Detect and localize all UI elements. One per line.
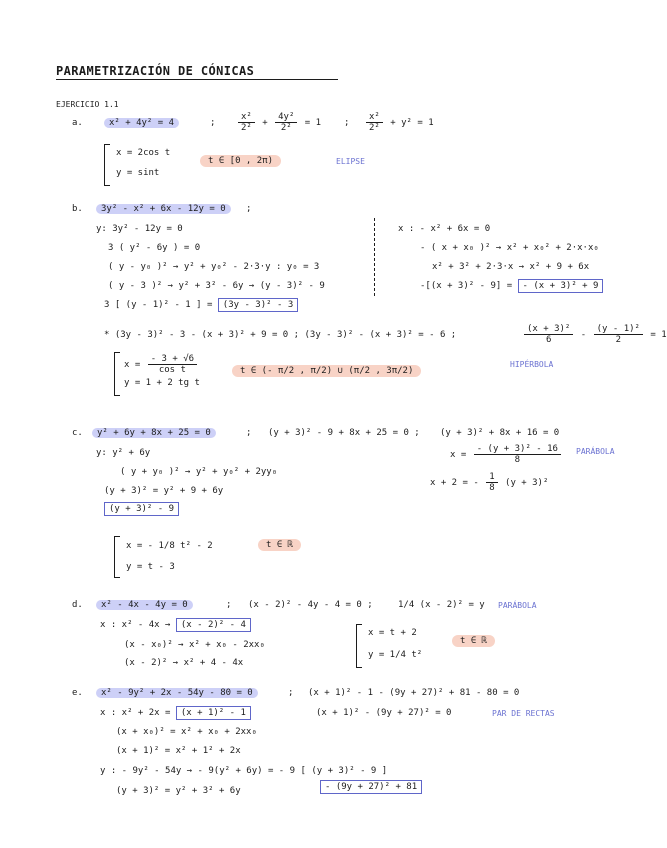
item-e-x-line3: (x + 1)² = x² + 1² + 2x	[116, 746, 241, 756]
item-b-letter: b.	[72, 204, 83, 214]
item-e-y-line1: y : - 9y² - 54y → - 9(y² + 6y) = - 9 [ (y + 3)² - 9 ]	[100, 766, 388, 776]
item-b-y-line3: ( y - y₀ )² → y² + y₀² - 2·3·y : y₀ = 3	[108, 262, 320, 272]
item-c-letter: c.	[72, 428, 83, 438]
item-d-type-label: PARÁBOLA	[498, 601, 537, 610]
item-a-letter: a.	[72, 118, 83, 128]
item-b-y-line1: y: 3y² - 12y = 0	[96, 224, 183, 234]
item-d-domain: t ∈ ℝ	[452, 636, 495, 647]
item-b-domain: t ∈ (- π/2 , π/2) ∪ (π/2 , 3π/2)	[232, 366, 421, 377]
item-a-type-label: ELIPSE	[336, 157, 365, 166]
item-c-param-y: y = t - 3	[126, 562, 175, 572]
item-e-y-result: - (9y + 27)² + 81	[320, 782, 422, 793]
item-d-x-line1: x : x² - 4x → (x - 2)² - 4	[100, 620, 251, 631]
item-c-equation: y² + 6y + 8x + 25 = 0	[92, 428, 216, 439]
item-c-system-bracket	[114, 536, 120, 578]
item-d-param-x: x = t + 2	[368, 628, 417, 638]
item-e-equation: x² - 9y² + 2x - 54y - 80 = 0	[96, 688, 258, 699]
item-e-y-line2: (y + 3)² = y² + 3² + 6y	[116, 786, 241, 796]
page-title: PARAMETRIZACIÓN DE CÓNICAS	[56, 64, 338, 80]
item-e-sep: ;	[288, 688, 294, 698]
item-e-letter: e.	[72, 688, 83, 698]
item-a-param-x: x = 2cos t	[116, 148, 171, 158]
item-d-x-line2: (x - x₀)² → x² + x₀ - 2xx₀	[124, 640, 265, 650]
item-b-param-y: y = 1 + 2 tg t	[124, 378, 200, 388]
item-c-completed: (y + 3)² - 9 + 8x + 25 = 0 ;	[268, 428, 420, 438]
item-b-type-label: HIPÉRBOLA	[510, 360, 554, 369]
item-d-letter: d.	[72, 600, 83, 610]
item-c-completed-2: (y + 3)² + 8x + 16 = 0	[440, 428, 560, 438]
item-a-domain: t ∈ [0 , 2π)	[200, 156, 281, 167]
item-c-sep: ;	[246, 428, 252, 438]
item-b-system-bracket	[114, 352, 120, 396]
item-a-system-bracket	[104, 144, 110, 186]
item-a-normal-form: $\frac{\text{x²}}{\text{2²}}$ + $\frac{\text{4y²}}{\text{2²}}$ = 1	[236, 112, 321, 133]
item-d-x-line3: (x - 2)² → x² + 4 - 4x	[124, 658, 244, 668]
item-c-y-line2: ( y + y₀ )² → y² + y₀² + 2yy₀	[120, 467, 278, 477]
item-b-equation: 3y² - x² + 6x - 12y = 0	[96, 204, 231, 215]
exercise-heading: EJERCICIO 1.1	[56, 100, 119, 109]
item-c-solve-x: x = $\frac{\text{- (y + 3)² - 16}}{8}$	[450, 444, 563, 465]
item-a-param-y: y = sint	[116, 168, 160, 178]
item-b-standard-form: $\frac{\text{(x + 3)²}}{6}$ - $\frac{\text{(y - 1)²}}{2}$ = 1	[522, 324, 667, 345]
item-b-combined: * (3y - 3)² - 3 - (x + 3)² + 9 = 0 ; (3y - 3)² - (x + 3)² = - 6 ;	[104, 330, 457, 340]
item-c-domain: t ∈ ℝ	[258, 540, 301, 551]
item-d-solved: 1/4 (x - 2)² = y	[398, 600, 485, 610]
item-c-param-x: x = - 1/8 t² - 2	[126, 541, 213, 551]
item-a-equation: x² + 4y² = 4	[104, 118, 179, 129]
item-b-x-line2: - ( x + x₀ )² → x² + x₀² + 2·x·x₀	[420, 243, 599, 253]
item-b-x-line1: x : - x² + 6x = 0	[398, 224, 491, 234]
item-c-y-line3: (y + 3)² = y² + 9 + 6y	[104, 486, 224, 496]
item-d-completed: (x - 2)² - 4y - 4 = 0 ;	[248, 600, 373, 610]
item-a-sep2: ;	[344, 118, 350, 128]
item-b-x-line4: -[(x + 3)² - 9] = - (x + 3)² + 9	[420, 281, 603, 292]
item-b-y-line5: 3 [ (y - 1)² - 1 ] = (3y - 3)² - 3	[104, 300, 298, 311]
item-c-vertex-form: x + 2 = - $\frac{1}{8}$ (y + 3)²	[430, 472, 549, 493]
item-a-reduced-form: $\frac{\text{x²}}{\text{2²}}$ + y² = 1	[364, 112, 434, 133]
item-e-x-line2: (x + x₀)² = x² + x₀ + 2xx₀	[116, 727, 257, 737]
item-e-type-label: PAR DE RECTAS	[492, 709, 555, 718]
item-c-type-label: PARÁBOLA	[576, 447, 615, 456]
item-b-y-line2: 3 ( y² - 6y ) = 0	[108, 243, 201, 253]
item-b-sep: ;	[246, 204, 252, 214]
item-b-y-line4: ( y - 3 )² → y² + 3² - 6y → (y - 3)² - 9	[108, 281, 325, 291]
item-c-y-line1: y: y² + 6y	[96, 448, 151, 458]
item-e-result: (x + 1)² - (9y + 27)² = 0	[316, 708, 452, 718]
item-b-param-x: x = $\frac{- 3 + √6}{\text{cos t}}$	[124, 354, 199, 375]
item-b-x-line3: x² + 3² + 2·3·x → x² + 9 + 6x	[432, 262, 590, 272]
item-a-sep1: ;	[210, 118, 216, 128]
item-c-y-line4: (y + 3)² - 9	[104, 504, 179, 515]
item-b-divider	[374, 218, 375, 296]
item-e-completed: (x + 1)² - 1 - (9y + 27)² + 81 - 80 = 0	[308, 688, 520, 698]
item-d-system-bracket	[356, 624, 362, 668]
item-d-sep: ;	[226, 600, 232, 610]
item-e-x-line1: x : x² + 2x = (x + 1)² - 1	[100, 708, 251, 719]
item-d-param-y: y = 1/4 t²	[368, 650, 423, 660]
item-d-equation: x² - 4x - 4y = 0	[96, 600, 193, 611]
